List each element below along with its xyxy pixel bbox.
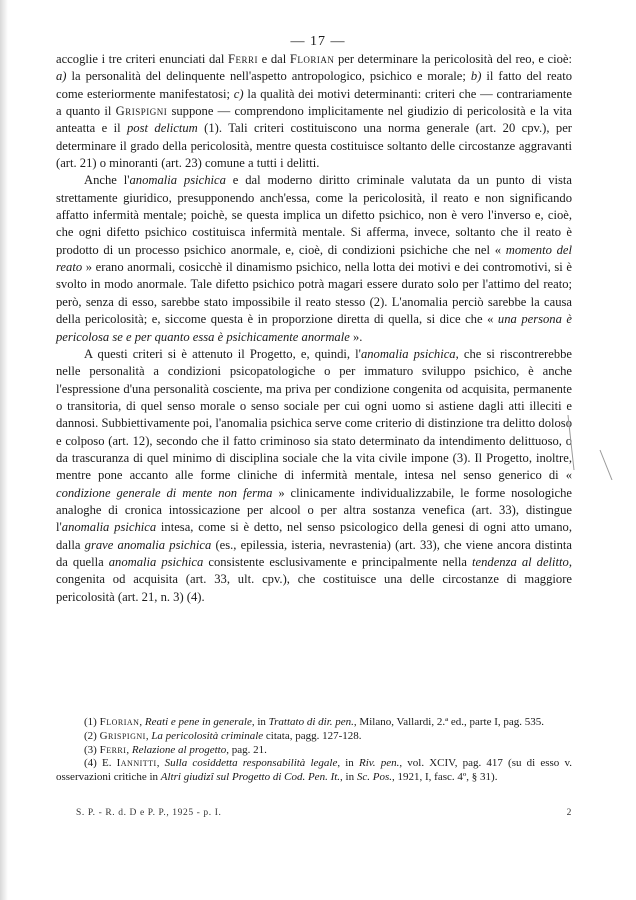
text-run: ,: [156, 757, 165, 770]
text-run: (4) E.: [84, 757, 117, 770]
text-run: Ferri: [228, 52, 259, 66]
paragraph: [56, 346, 572, 606]
text-run: ,: [139, 716, 145, 728]
text-run: Anche l': [84, 173, 130, 188]
footnote: [56, 716, 572, 730]
text-run: Reati e pene in generale: [144, 716, 252, 728]
text-run: citata, pagg. 127-128.: [263, 729, 362, 742]
text-run: accoglie i tre criteri enunciati dal: [56, 52, 229, 66]
text-run: Florian: [99, 716, 140, 728]
text-run: Iannitti: [116, 757, 157, 770]
text-run: » erano anormali, cosicchè il dinamismo psichico, nella lotta dei motivi e dei contromotivi, si è svolto in modo anormale. Tale difetto psichico potrà magari essere durato solo per l'attimo del reato; però, senza di esso, sarebbe stato impossibile il reato stesso (2). L'anomalia perciò sarebbe la causa della pericolosità; e, siccome questa è in proporzione diretta di quella, si dice che «: [56, 260, 572, 327]
text-run: suppone — comprendono implicitamente nel giudizio di pericolosità e la vita anteatta e il: [56, 104, 572, 136]
text-run: ,: [145, 729, 152, 742]
footer-signature-left: S. P. - R. d. D e P. P., 1925 - p. I.: [76, 808, 222, 818]
text-run: » clinicamente individualizzabile, le forme nosologiche analoghe di cronica intossicazione per alcool o per altra sostanza venefica (art. 33), distingue l': [56, 485, 572, 535]
text-run: Trattato di dir. pen.: [268, 716, 354, 728]
text-run: (2): [84, 729, 100, 742]
body-text: [56, 51, 572, 606]
text-run: Sc. Pos.: [356, 771, 392, 784]
text-run: a): [56, 69, 67, 84]
text-run: ».: [349, 329, 363, 344]
page-number: — 17 —: [290, 34, 346, 49]
text-run: momento del reato: [56, 242, 573, 275]
text-run: anomalia psichica: [61, 520, 157, 535]
text-run: , in: [337, 757, 359, 770]
text-run: anomalia psichica: [129, 173, 226, 188]
text-run: ,: [126, 743, 132, 756]
text-run: , congenita od acquisita (art. 33, ult. cpv.), che costituisce una delle circostanze di maggiore pericolosità (art. 21, n. 3) (4).: [56, 554, 572, 604]
scan-edge-shadow: [0, 0, 8, 900]
text-run: il fatto del reato come esteriormente manifestatosi;: [56, 69, 573, 101]
text-run: intesa, come si è detto, nel senso psicologico della genesi di ogni atto umano, dalla: [56, 520, 572, 552]
text-run: , vol. XCIV, pag. 417 (su di esso v. osservazioni critiche in: [56, 757, 572, 784]
text-run: , che si riscontrerebbe nelle personalità a condizioni psicopatologiche o per immaturo sviluppo psichico, è anche l'espressione d'una personalità cosciente, ma priva per condizione congenita od acquisita, permanente o transitoria, di quel senso morale o senso sociale per cui ogni uomo si astiene dagli atti illeciti e dannosi. Subbiettivamente poi, l'anomalia psichica serve come criterio di distinzione tra delitto doloso e colposo (art. 12), secondo che il fatto criminoso sia stato determinato da intendimento delittuoso, o da trascuranza di quel minimo di disciplina sociale che la vita civile impone (3). Il Progetto, inoltre, mentre pone accanto alle forme cliniche di infermità mentale, intesa nel senso generico di «: [56, 346, 573, 483]
text-run: Riv. pen.: [358, 757, 400, 770]
text-run: , in: [251, 716, 269, 728]
page-footer: [76, 808, 572, 818]
footnotes: [56, 716, 572, 785]
text-run: e dal moderno diritto criminale valutata da un punto di vista strettamente giuridico, presupponendo anch'essa, come la pericolosità, il reato e non significando affatto infermità mentale; poichè, se questa implica un difetto psichico, non è vero l'inverso e, cioè, che ogni difetto psichico costituisca infermità mentale. Si afferma, invece, soltanto che il reato è prodotto di un processo psichico anormale, e, cioè, di condizioni psichiche che nel «: [56, 173, 572, 257]
text-run: c): [233, 86, 244, 101]
text-run: A questi criteri si è attenuto il Progetto, e, quindi, l': [84, 346, 361, 361]
text-run: Sulla cosiddetta responsabilità legale: [164, 757, 338, 770]
footnote: [56, 730, 572, 744]
text-run: Grispigni: [99, 729, 146, 742]
text-run: , 1921, I, fasc. 4º, § 31).: [392, 771, 498, 784]
text-run: Relazione al progetto: [131, 743, 227, 756]
paragraph: [56, 51, 572, 172]
footnote: [56, 744, 572, 758]
text-run: Florian: [289, 52, 335, 66]
text-run: per determinare la pericolosità del reo, e cioè:: [334, 52, 573, 66]
text-run: , in: [340, 771, 357, 784]
text-run: una persona è pericolosa se e per quanto essa è psichicamente anormale: [56, 312, 572, 344]
text-run: tendenza al delitto: [472, 554, 569, 569]
footnote: [56, 757, 572, 785]
text-run: b): [470, 69, 482, 84]
text-run: La pericolosità criminale: [151, 729, 264, 742]
text-run: Ferri: [99, 743, 127, 756]
paragraph: [56, 172, 572, 345]
text-run: condizione generale di mente non ferma: [56, 485, 273, 500]
text-run: post delictum: [126, 121, 198, 136]
text-run: (3): [84, 743, 100, 756]
text-run: anomalia psichica: [108, 554, 204, 569]
text-run: e dal: [258, 52, 290, 66]
text-run: Grispigni: [115, 104, 168, 119]
text-run: consistente esclusivamente e principalmente nella: [203, 554, 473, 569]
text-run: , Milano, Vallardi, 2.ª ed., parte I, pag. 535.: [353, 716, 545, 728]
text-run: , pag. 21.: [226, 743, 267, 756]
text-run: la personalità del delinquente nell'aspetto antropologico, psichico e morale;: [66, 69, 471, 84]
footer-signature-number: 2: [566, 808, 572, 818]
text-run: (es., epilessia, isteria, nevrastenia) (art. 33), che viene ancora distinta da quella: [56, 537, 572, 569]
pencil-stroke: [600, 450, 612, 480]
text-run: la qualità dei motivi determinanti: criteri che — contrariamente a quanto il: [56, 86, 573, 119]
pencil-stroke: [568, 415, 574, 470]
text-run: (1). Tali criteri costituiscono una norma generale (art. 20 cpv.), per determinare il grado della pericolosità, mentre questa costituisce soltanto delle circostanze aggravanti (art. 21) o minoranti (art. 23) comune a tutti i delitti.: [56, 121, 572, 171]
margin-pencil-marks: [560, 410, 620, 480]
text-run: anomalia psichica: [360, 346, 456, 361]
text-run: grave anomalia psichica: [84, 537, 212, 552]
text-run: (1): [84, 716, 100, 728]
text-run: Altri giudizî sul Progetto di Cod. Pen. It.: [160, 771, 341, 784]
